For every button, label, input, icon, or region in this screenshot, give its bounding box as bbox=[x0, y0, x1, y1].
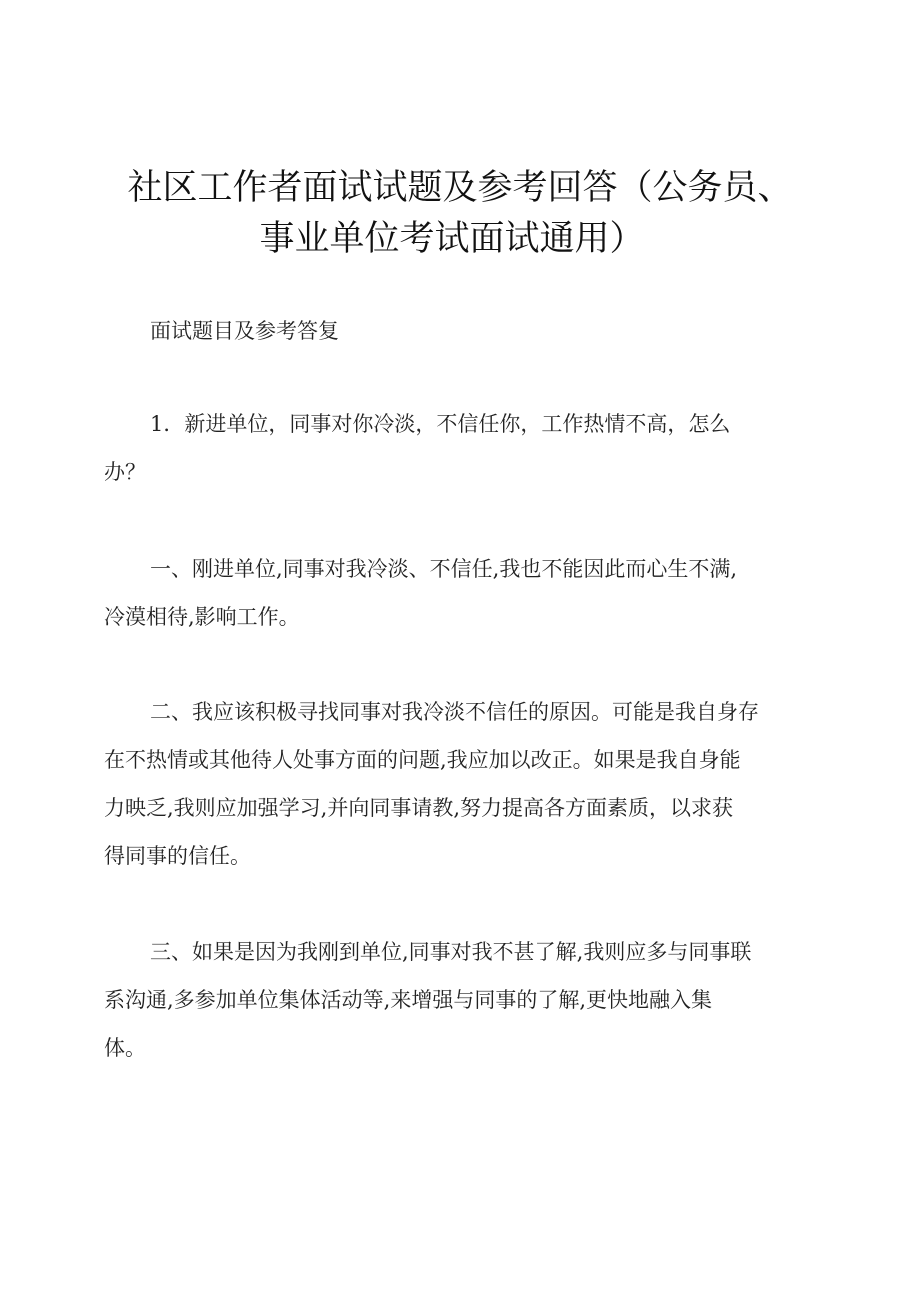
section-subtitle bbox=[104, 307, 816, 355]
answer-3-paragraph bbox=[104, 928, 816, 1072]
paragraph-line: 办？ bbox=[104, 460, 146, 484]
document-title-line-2: 事业单位考试面试通用） bbox=[259, 219, 645, 259]
paragraph-line: 系沟通,多参加单位集体活动等,来增强与同事的了解,更快地融入集 bbox=[104, 988, 713, 1012]
answer-2-paragraph bbox=[104, 688, 816, 880]
paragraph-line: 冷漠相待,影响工作。 bbox=[104, 605, 300, 629]
paragraph-line: 一、刚进单位,同事对我冷淡、不信任,我也不能因此而心生不满, bbox=[150, 557, 738, 581]
paragraph-line: 在不热情或其他待人处事方面的问题,我应加以改正。如果是我自身能 bbox=[104, 748, 741, 772]
question-1-paragraph bbox=[104, 400, 816, 496]
document-title-line-1: 社区工作者面试试题及参考回答（公务员、 bbox=[127, 168, 793, 208]
paragraph-line: 得同事的信任。 bbox=[104, 844, 251, 868]
paragraph-line: 1．新进单位，同事对你冷淡，不信任你，工作热情不高，怎么 bbox=[150, 412, 731, 436]
answer-1-paragraph bbox=[104, 545, 816, 641]
paragraph-line: 力映乏,我则应加强学习,并向同事请教,努力提高各方面素质，以求获 bbox=[104, 796, 734, 820]
paragraph-line: 二、我应该积极寻找同事对我冷淡不信任的原因。可能是我自身存 bbox=[150, 700, 759, 724]
paragraph-line: 体。 bbox=[104, 1036, 146, 1060]
subtitle-text: 面试题目及参考答复 bbox=[150, 319, 339, 343]
paragraph-line: 三、如果是因为我刚到单位,同事对我不甚了解,我则应多与同事联 bbox=[150, 940, 752, 964]
